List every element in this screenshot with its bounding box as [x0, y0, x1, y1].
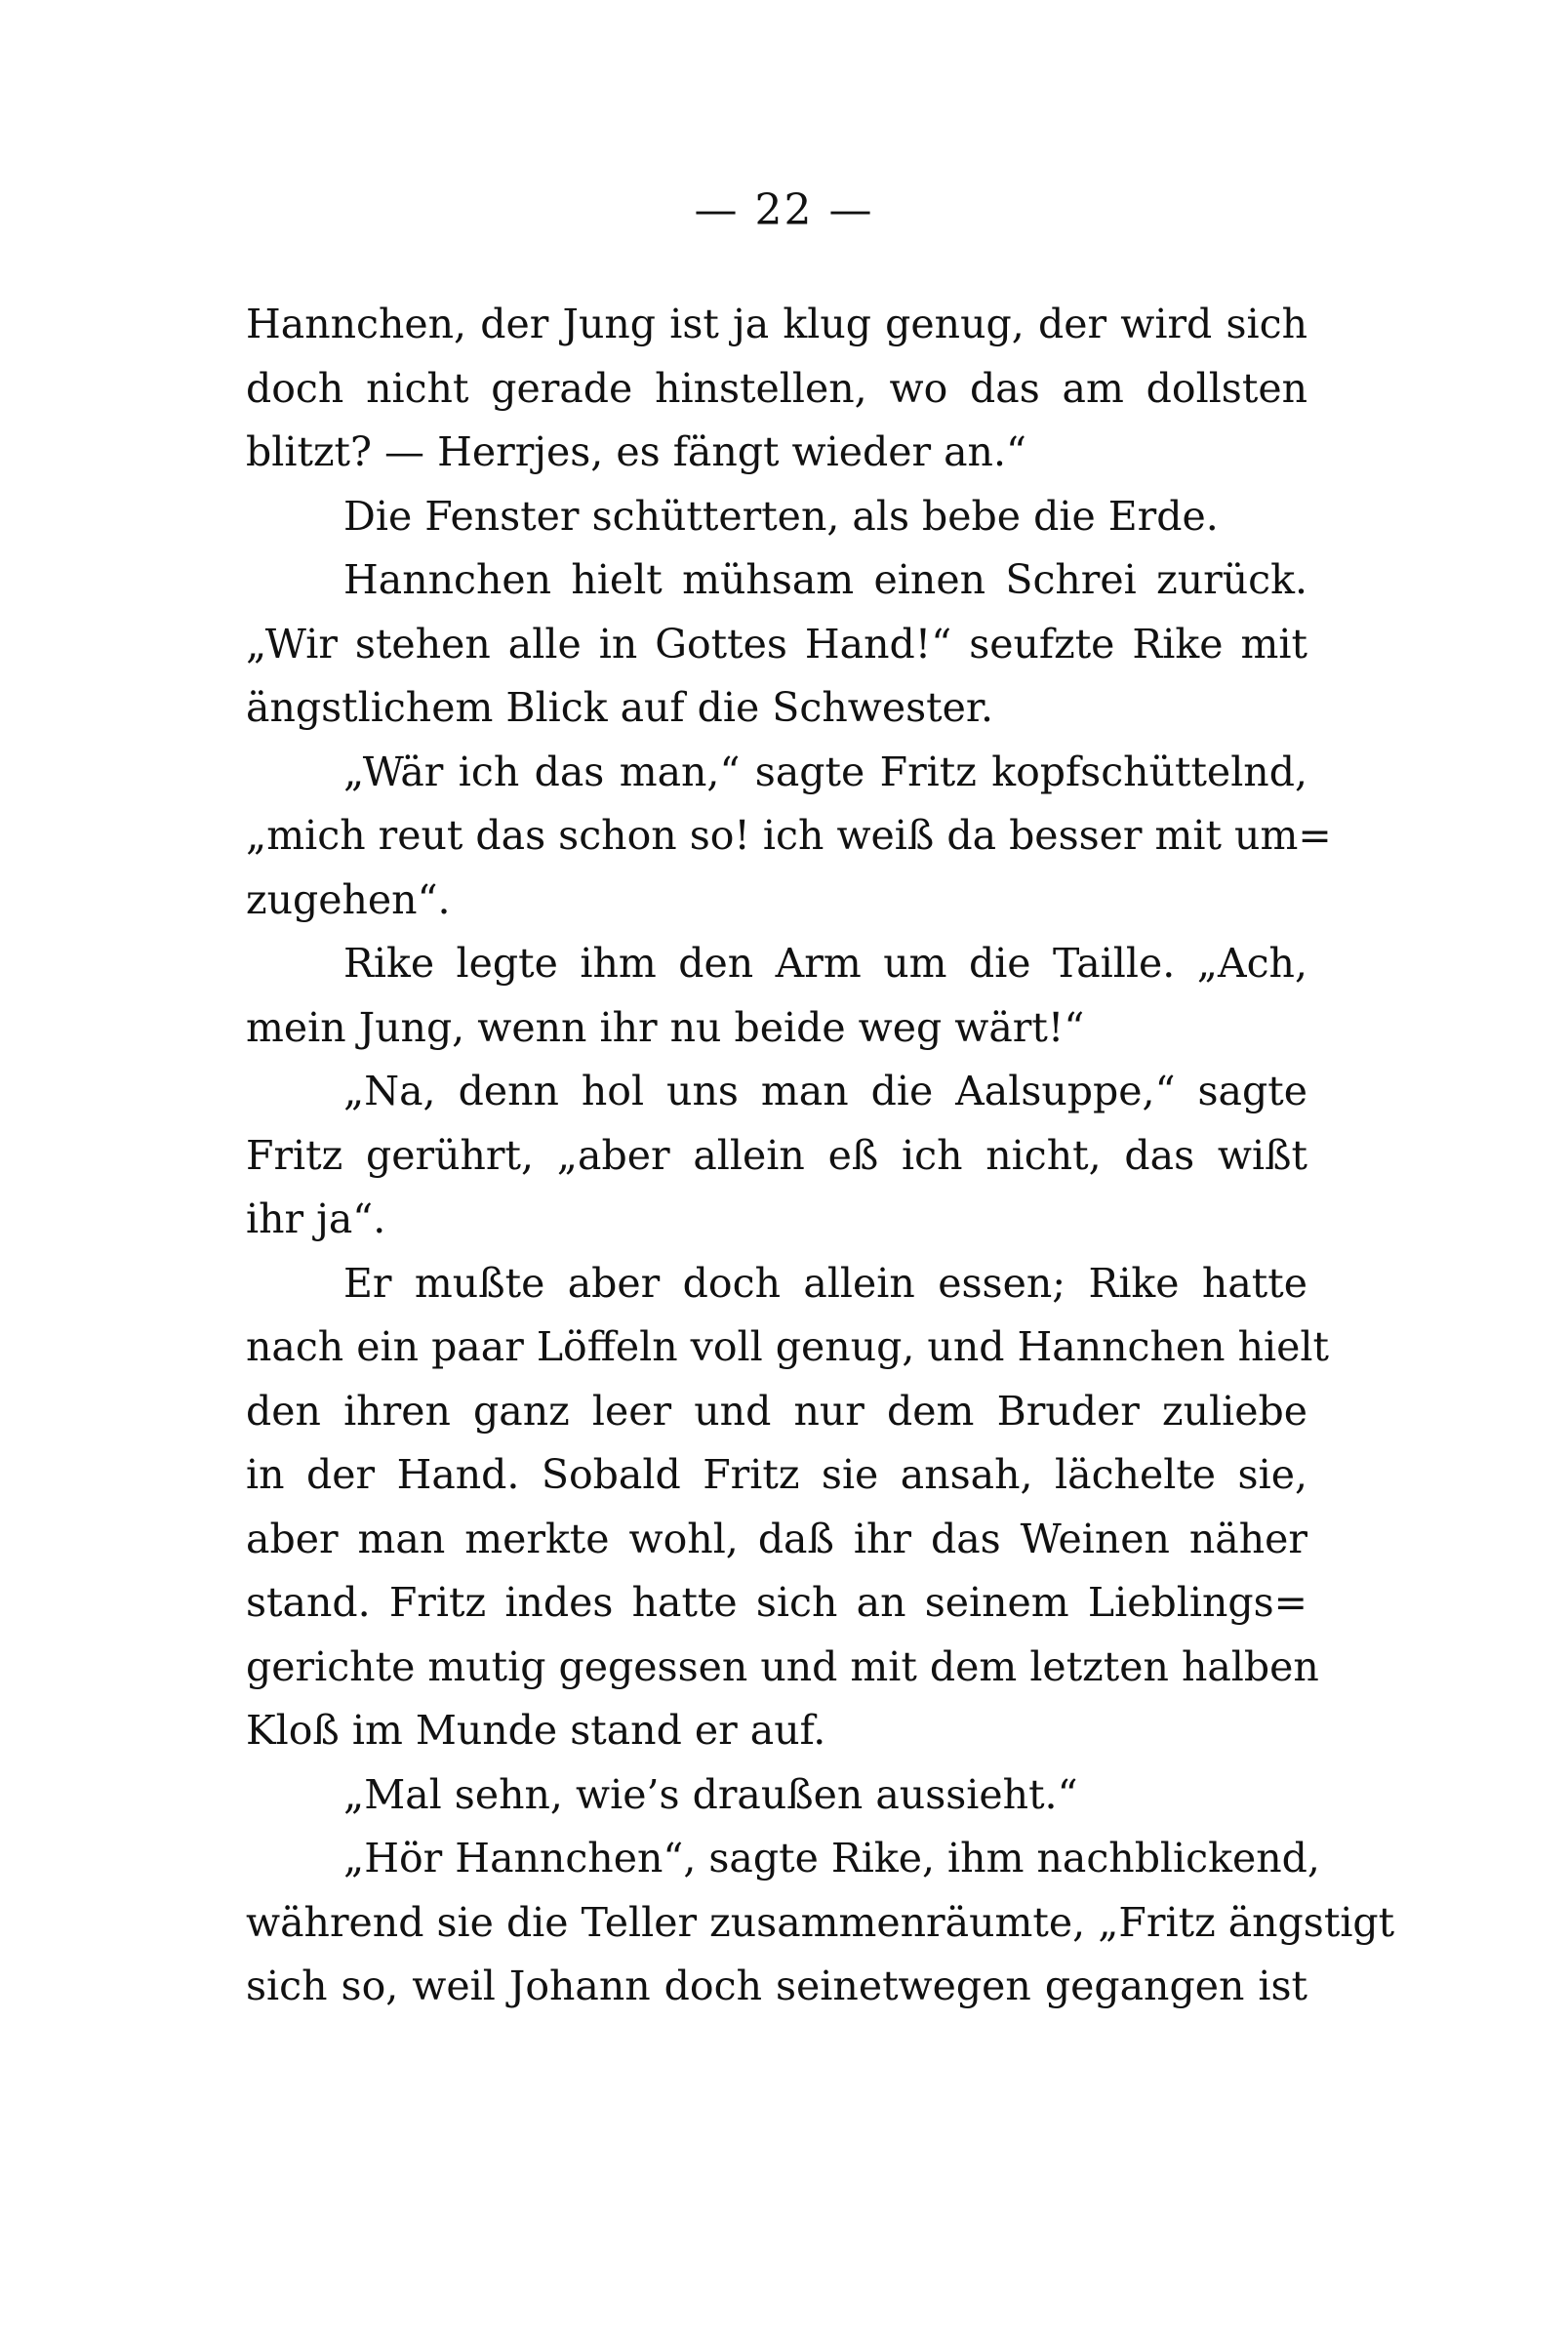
text-line: „Na, denn hol uns man die Aalsuppe,“ sagte	[343, 1068, 1307, 1114]
text-line: nach ein paar Löffeln voll genug, und Hannchen hielt	[246, 1323, 1329, 1370]
text-line: Hannchen, der Jung ist ja klug genug, der wird sich	[246, 301, 1307, 347]
text-line: gerichte mutig gegessen und mit dem letzten halben	[246, 1642, 1319, 1690]
text-line: in der Hand. Sobald Fritz sie ansah, lächelte sie,	[246, 1451, 1307, 1498]
text-line: Er mußte aber doch allein essen; Rike hatte	[343, 1259, 1307, 1307]
text-line: mein Jung, wenn ihr nu beide weg wärt!“	[246, 1003, 1085, 1051]
text-line: „Hör Hannchen“, sagte Rike, ihm nachblickend,	[343, 1835, 1320, 1882]
text-line: blitzt? — Herrjes, es fängt wieder an.“	[246, 428, 1026, 475]
text-line: „Mal sehn, wie’s draußen aussieht.“	[343, 1770, 1078, 1818]
text-line: Kloß im Munde stand er auf.	[246, 1707, 826, 1754]
text-line: Rike legte ihm den Arm um die Taille. „Ach,	[343, 940, 1307, 987]
page-number: — 22 —	[694, 185, 874, 235]
text-line: „Wir stehen alle in Gottes Hand!“ seufzte Rike mit	[246, 620, 1307, 668]
text-line: „mich reut das schon so! ich weiß da besser mit um=	[246, 812, 1332, 859]
text-line: sich so, weil Johann doch seinetwegen gegangen ist	[246, 1963, 1307, 2009]
text-line: Fritz gerührt, „aber allein eß ich nicht, das wißt	[246, 1131, 1307, 1179]
text-line: zugehen“.	[246, 875, 451, 923]
body-text	[246, 293, 1395, 2019]
text-line: den ihren ganz leer und nur dem Bruder zuliebe	[246, 1387, 1307, 1435]
text-line: Die Fenster schütterten, als bebe die Erde.	[343, 492, 1219, 540]
text-line: Hannchen hielt mühsam einen Schrei zurück.	[343, 556, 1307, 603]
text-line: stand. Fritz indes hatte sich an seinem Lieblings=	[246, 1579, 1307, 1626]
text-line: während sie die Teller zusammenräumte, „Fritz ängstigt	[246, 1898, 1395, 1946]
text-line: ängstlichem Blick auf die Schwester.	[246, 684, 994, 731]
text-line: aber man merkte wohl, daß ihr das Weinen näher	[246, 1515, 1307, 1562]
text-line: ihr ja“.	[246, 1195, 386, 1242]
text-line: „Wär ich das man,“ sagte Fritz kopfschüttelnd,	[343, 748, 1307, 795]
text-line: doch nicht gerade hinstellen, wo das am dollsten	[246, 364, 1307, 412]
